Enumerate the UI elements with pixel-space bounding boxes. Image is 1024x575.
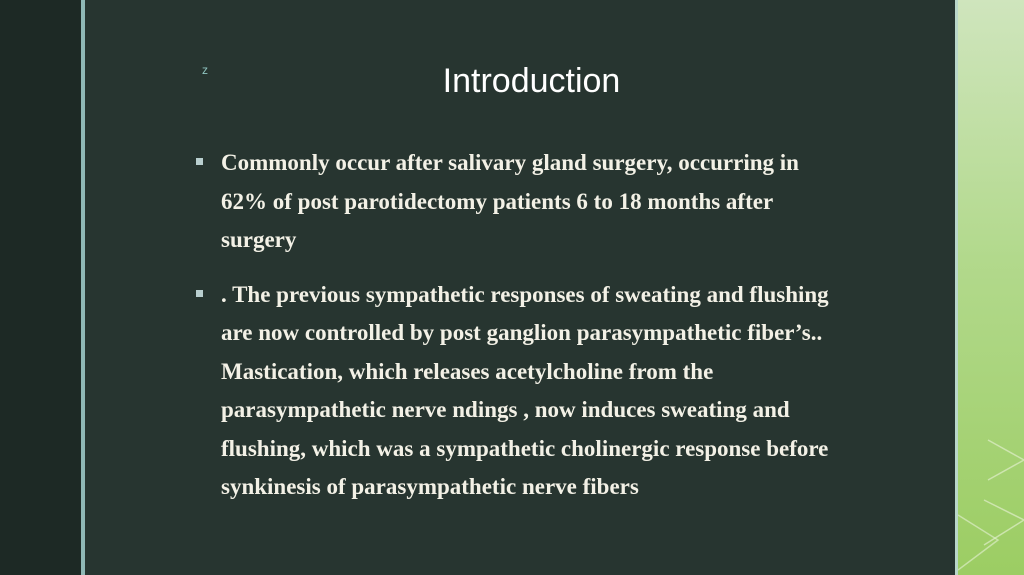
- square-bullet-icon: [196, 290, 203, 297]
- left-dark-panel: [0, 0, 81, 575]
- bullet-item: [196, 276, 836, 507]
- slide-logo-mark: z: [202, 63, 208, 77]
- chevron-pattern-icon: [958, 0, 1024, 575]
- slide-title: Introduction: [442, 62, 621, 100]
- right-decorative-panel: [958, 0, 1024, 575]
- bullet-text: Commonly occur after salivary gland surgery, occurring in 62% of post parotidectomy patients 6 to 18 months after surgery: [221, 150, 799, 252]
- bullet-list: [196, 144, 836, 523]
- square-bullet-icon: [196, 158, 203, 165]
- bullet-item: [196, 144, 836, 260]
- bullet-text: . The previous sympathetic responses of sweating and flushing are now controlled by post ganglion parasympathetic fiber’s.. Mastication, which releases acetylcholine from the parasympathetic nerve ndings , now induces sweating and flushing, which was a sympathetic cholinergic response before synkinesis of parasympathetic nerve fibers: [221, 281, 829, 499]
